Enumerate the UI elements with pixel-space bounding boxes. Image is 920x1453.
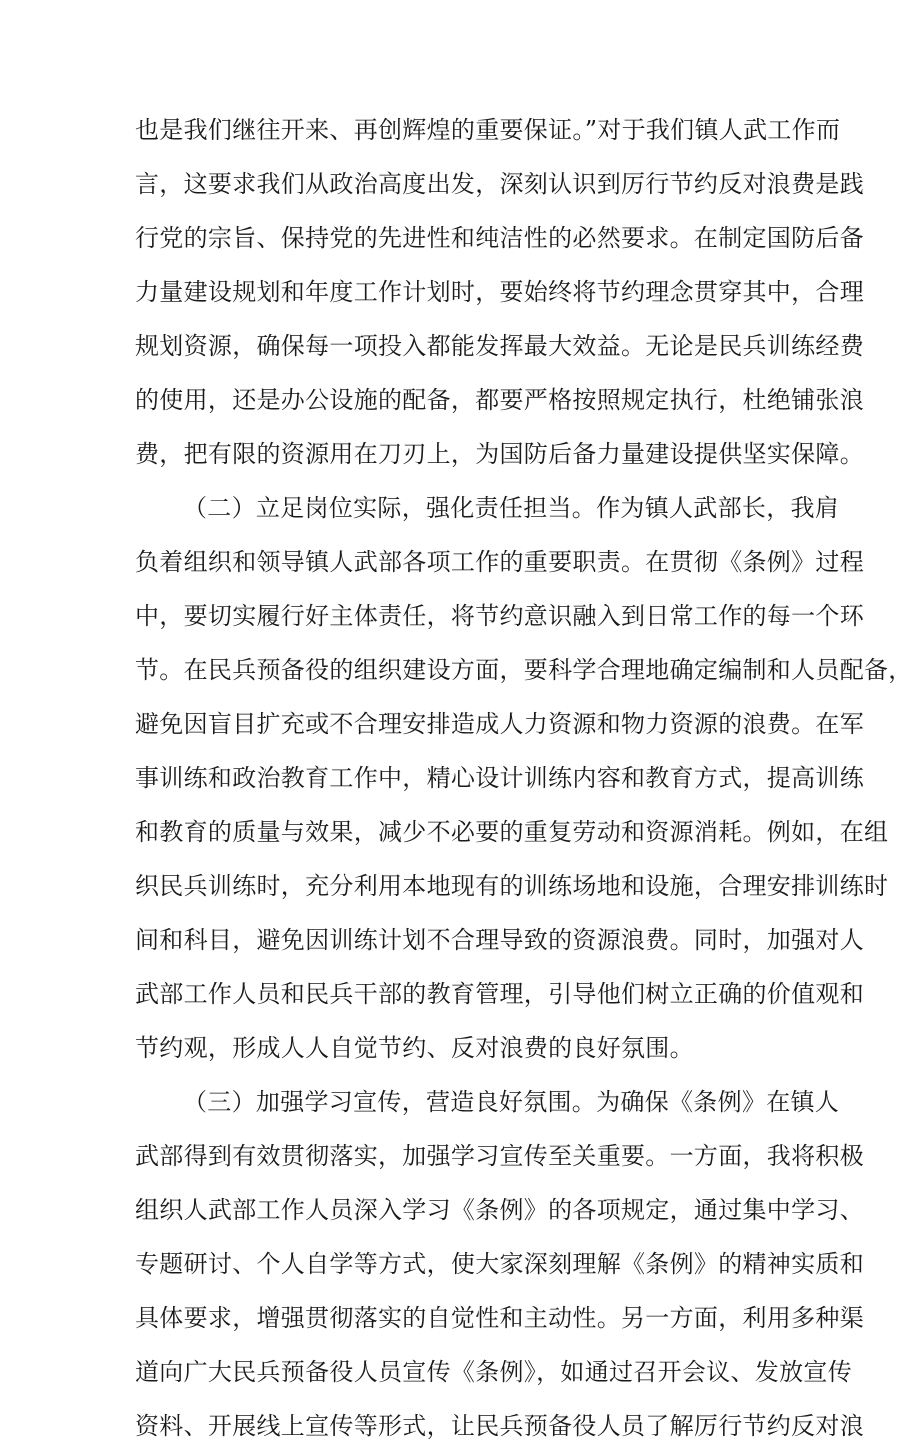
text-line: 言，这要求我们从政治高度出发，深刻认识到厉行节约反对浪费是践 — [135, 170, 864, 198]
text-line: 的使用，还是办公设施的配备，都要严格按照规定执行，杜绝铺张浪 — [135, 386, 864, 414]
text-line: 资料、开展线上宣传等形式，让民兵预备役人员了解厉行节约反对浪 — [135, 1412, 864, 1440]
text-line: 间和科目，避免因训练计划不合理导致的资源浪费。同时，加强对人 — [135, 926, 864, 954]
text-line: 和教育的质量与效果，减少不必要的重复劳动和资源消耗。例如，在组 — [135, 818, 889, 846]
paragraph-1 — [135, 103, 864, 481]
document-body — [135, 103, 913, 1453]
text-line: 中，要切实履行好主体责任，将节约意识融入到日常工作的每一个环 — [135, 602, 864, 630]
text-line: （二）立足岗位实际，强化责任担当。作为镇人武部长，我肩 — [183, 494, 840, 522]
text-line: （三）加强学习宣传，营造良好氛围。为确保《条例》在镇人 — [183, 1088, 840, 1116]
text-line: 节。在民兵预备役的组织建设方面，要科学合理地确定编制和人员配备， — [135, 656, 913, 684]
paragraph-2 — [135, 481, 913, 1075]
text-line: 行党的宗旨、保持党的先进性和纯洁性的必然要求。在制定国防后备 — [135, 224, 864, 252]
text-line: 织民兵训练时，充分利用本地现有的训练场地和设施，合理安排训练时 — [135, 872, 889, 900]
text-line: 力量建设规划和年度工作计划时，要始终将节约理念贯穿其中，合理 — [135, 278, 864, 306]
text-line: 专题研讨、个人自学等方式，使大家深刻理解《条例》的精神实质和 — [135, 1250, 864, 1278]
text-line: 组织人武部工作人员深入学习《条例》的各项规定，通过集中学习、 — [135, 1196, 864, 1224]
paragraph-3 — [135, 1075, 864, 1453]
text-line: 武部工作人员和民兵干部的教育管理，引导他们树立正确的价值观和 — [135, 980, 864, 1008]
text-line: 具体要求，增强贯彻落实的自觉性和主动性。另一方面，利用多种渠 — [135, 1304, 864, 1332]
text-line: 节约观，形成人人自觉节约、反对浪费的良好氛围。 — [135, 1034, 694, 1062]
text-line: 避免因盲目扩充或不合理安排造成人力资源和物力资源的浪费。在军 — [135, 710, 864, 738]
text-line: 道向广大民兵预备役人员宣传《条例》，如通过召开会议、发放宣传 — [135, 1358, 852, 1386]
text-line: 负着组织和领导镇人武部各项工作的重要职责。在贯彻《条例》过程 — [135, 548, 864, 576]
text-line: 规划资源，确保每一项投入都能发挥最大效益。无论是民兵训练经费 — [135, 332, 864, 360]
text-line: 费，把有限的资源用在刀刃上，为国防后备力量建设提供坚实保障。 — [135, 440, 864, 468]
text-line: 事训练和政治教育工作中，精心设计训练内容和教育方式，提高训练 — [135, 764, 864, 792]
text-line: 武部得到有效贯彻落实，加强学习宣传至关重要。一方面，我将积极 — [135, 1142, 864, 1170]
text-line: 也是我们继往开来、再创辉煌的重要保证。”对于我们镇人武工作而 — [135, 116, 841, 144]
